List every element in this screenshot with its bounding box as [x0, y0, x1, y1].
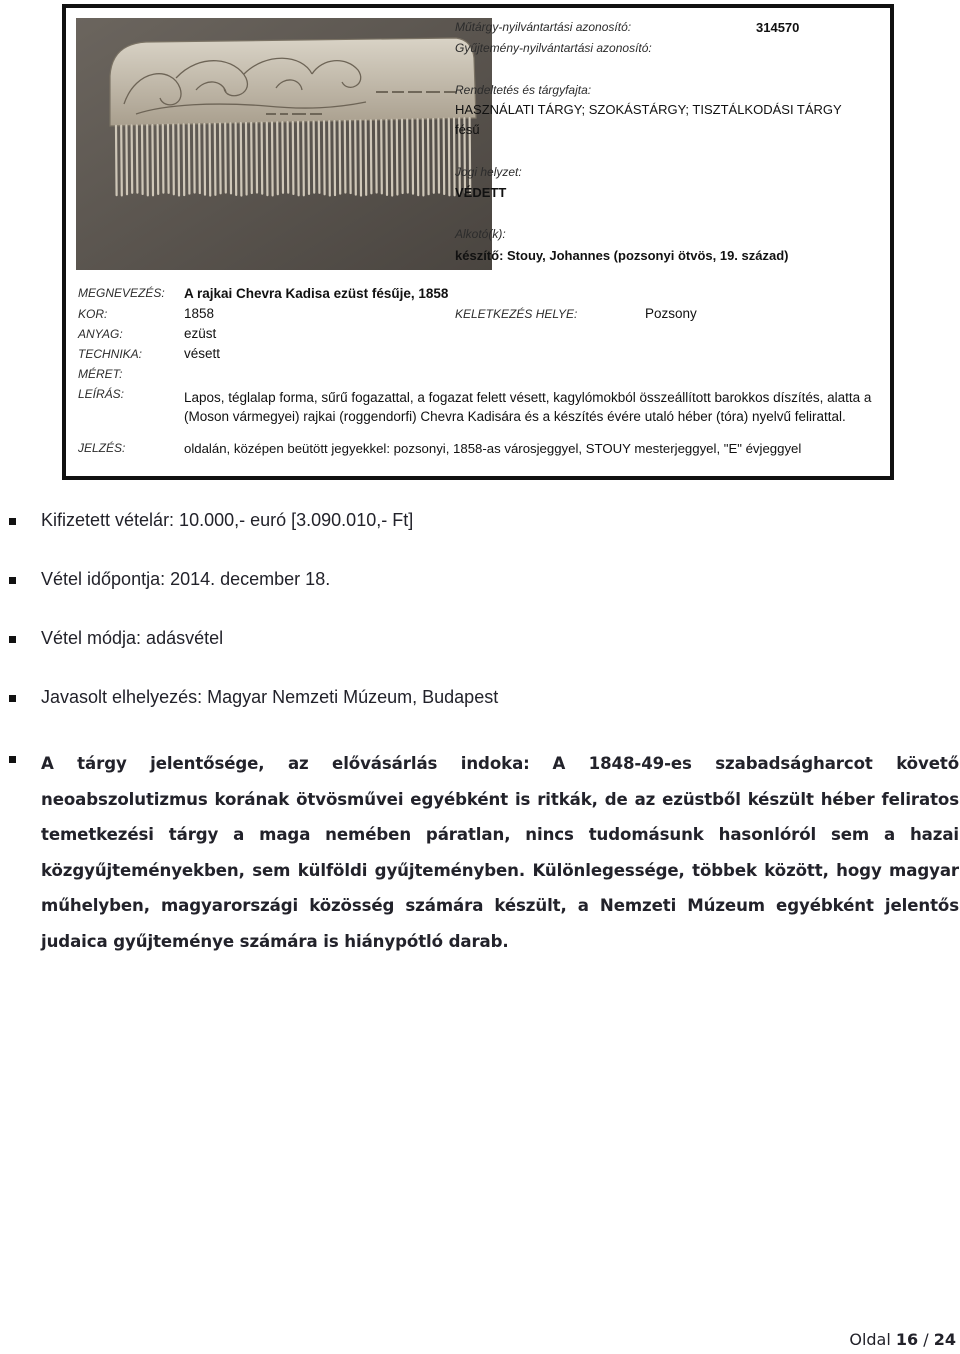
inventory-id-value: 314570 [756, 20, 800, 35]
silver-comb-image [76, 18, 492, 270]
significance-lead: A tárgy jelentősége, az elővásárlás indoka: [41, 754, 530, 773]
bullet-method: Vétel módja: adásvétel [41, 628, 224, 648]
bullet-marker [9, 577, 16, 584]
origin-label: KELETKEZÉS HELYE: [455, 307, 578, 321]
bullet-marker [9, 756, 16, 763]
bullet-marker [9, 636, 16, 643]
name-value: A rajkai Chevra Kadisa ezüst fésűje, 1858 [184, 286, 449, 301]
technique-value: vésett [184, 346, 221, 361]
age-label: KOR: [78, 307, 108, 321]
footer-separator: / [923, 1330, 929, 1349]
purpose-value-1: HASZNÁLATI TÁRGY; SZOKÁSTÁRGY; TISZTÁLKODÁSI TÁRGY [455, 102, 842, 117]
name-label: MEGNEVEZÉS: [78, 286, 165, 300]
mark-label: JELZÉS: [78, 441, 126, 455]
description-label: LEÍRÁS: [78, 387, 125, 401]
material-value: ezüst [184, 326, 217, 341]
inventory-id-label: Műtárgy-nyilvántartási azonosító: [455, 20, 632, 34]
description-value: Lapos, téglalap forma, sűrű fogazattal, a fogazat felett vésett, kagylómokból összeállított barokkos díszítés, alatta a (Moson vármegyei) rajkai (roggendorfi) Chevra Kadisára és a készítés évére utaló héber (tóra) nyelvű felirattal. [184, 390, 872, 424]
page-footer [849, 1330, 956, 1349]
significance-text: A 1848-49-es szabadságharcot követő neoabszolutizmus korának ötvösművei egyébként is ritkák, de az ezüstből készült héber feliratos temetkezési tárgy a maga nemében páratlan, nincs tudomásunk hasonlóról sem a hazai közgyűjteményekben, sem külföldi gyűjteményben. Különlegessége, többek között, hogy magyar műhelyben, magyarországi közösség számára készült, a Nemzeti Múzeum egyébként jelentős judaica gyűjteménye számára is hiánypótló darab. [41, 754, 959, 951]
age-value: 1858 [184, 306, 215, 321]
origin-value: Pozsony [645, 306, 697, 321]
creator-value: készítő: Stouy, Johannes (pozsonyi ötvös, 19. század) [455, 248, 789, 263]
material-label: ANYAG: [78, 327, 123, 341]
size-label: MÉRET: [78, 367, 123, 381]
footer-prefix: Oldal [849, 1330, 891, 1349]
legal-label: Jogi helyzet: [455, 165, 522, 179]
bullet-price: Kifizetett vételár: 10.000,- euró [3.090.010,- Ft] [41, 510, 414, 530]
bullet-marker [9, 695, 16, 702]
purpose-value-2: fésű [455, 122, 480, 137]
page-number: 16 [895, 1330, 919, 1349]
mark-value: oldalán, középen beütött jegyekkel: pozsonyi, 1858-as városjeggyel, STOUY mesterjeggyel, "E" évjeggyel [184, 441, 802, 456]
bullet-date: Vétel időpontja: 2014. december 18. [41, 569, 331, 589]
significance-paragraph [41, 746, 959, 959]
creator-label: Alkotó(k): [455, 227, 506, 241]
record-card [62, 4, 894, 480]
legal-value: VÉDETT [455, 185, 507, 200]
purpose-label: Rendeltetés és tárgyfajta: [455, 83, 592, 97]
page-total: 24 [933, 1330, 956, 1349]
bullet-placement: Javasolt elhelyezés: Magyar Nemzeti Múzeum, Budapest [41, 687, 499, 707]
collection-id-label: Gyűjtemény-nyilvántartási azonosító: [455, 41, 652, 55]
comb-photo [76, 18, 492, 270]
technique-label: TECHNIKA: [78, 347, 143, 361]
bullet-marker [9, 518, 16, 525]
